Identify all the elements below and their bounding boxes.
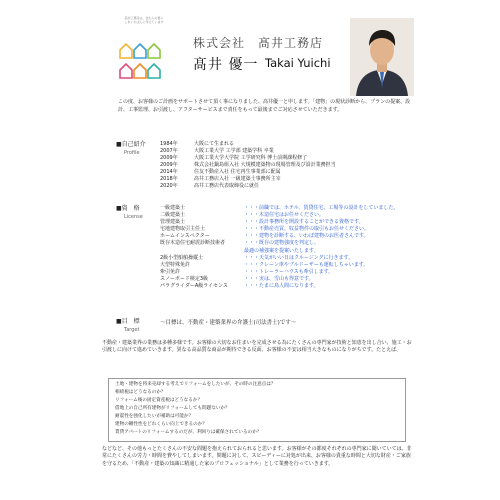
license-name: 一級建築士: [160, 205, 186, 211]
license-row: [160, 255, 398, 262]
concern-item: 相続税はどうなるのか？: [115, 390, 166, 395]
concern-item: リフォーム後の固定資産税はどうなるか？: [115, 398, 203, 403]
license-name: 既存木造住宅耐震診断技術者: [160, 240, 226, 247]
license-name: [160, 248, 244, 255]
body-paragraph-1: 不動産・建築業界の業務は多種多様です。お客様の大切なお住まいを完成させる為にたくさんの専門家が技術と知恵を出し合い、施工・お引渡しに向けて進めていきます。異なる高品質な商品が期待できる反面、お客様の不安は相当大きなものになりがちです。たとえば、: [102, 340, 412, 354]
profile-row: [160, 183, 336, 190]
profile-year: 2014年: [160, 169, 178, 175]
house-logo-icon: [118, 40, 164, 82]
profile-section-label: [116, 141, 146, 157]
license-description: ・・・設計事務所を開設することができる資格です。: [244, 219, 364, 226]
intro-text: この度、お客様のご計画をサポートさせて頂く事になりました、髙井優一と申します。「建物」の現状診断から、プランの提案、設計、工事監理、お引渡し、アフターサービスまで責任をもって最後までご対応させていただきます。: [118, 99, 411, 113]
license-description: ・・・天気がいい日はクルージングに行きます。: [244, 254, 354, 261]
profile-event: 大阪工業大学大学院 工学研究科 博士前期課程修了: [194, 155, 308, 161]
profile-event: 大阪工業大学 工学部 建築学科 卒業: [194, 148, 274, 154]
profile-row: [160, 169, 336, 176]
profile-event: 大阪にて生まれる: [194, 141, 235, 147]
license-description: ・・・実は、雪山も得意です。: [244, 275, 314, 282]
profile-label: ■自己紹介: [116, 141, 146, 148]
license-name: 二級建築士: [160, 212, 186, 219]
concern-item: 建物の剛性性をどれくらい向上できるのか？: [115, 422, 207, 427]
target-label-en: Target: [124, 327, 140, 333]
concerns-box: [108, 378, 406, 442]
profile-year: 2007年: [160, 148, 178, 154]
concern-item: 土地・建物を将来売却する考えでリフォームをしたいが、その時の注意点は？: [115, 382, 276, 387]
license-name: ホームインスペクター: [160, 233, 210, 240]
profile-year: 2020年: [160, 183, 178, 189]
license-description: ・・・不動産売買、収益物件の取引もお任せください。: [244, 226, 370, 233]
license-description: ・・・建物を診断する、いわば建物のお医者さんです。: [244, 233, 369, 240]
license-row: [160, 276, 398, 283]
license-name: 牽引免許: [160, 268, 181, 275]
license-row: [160, 283, 398, 290]
license-row: [160, 269, 398, 276]
license-row: [160, 240, 398, 247]
portrait-photo: [350, 18, 414, 96]
license-label: ■資 格: [116, 205, 140, 212]
license-name: スノーボード検定3級: [160, 275, 209, 282]
profile-year: 2009年: [160, 155, 178, 161]
profile-year: 2009年: [160, 162, 178, 168]
person-name-en: Takai Yuichi: [265, 56, 331, 70]
target-label: ■目 標: [116, 318, 140, 325]
profile-year: 2018年: [160, 176, 178, 182]
profile-row: [160, 141, 336, 148]
profile-event: 髙井工務店入社 一級建築士事務所主宰: [194, 176, 281, 182]
profile-row: [160, 176, 336, 183]
profile-label-en: Profile: [124, 150, 140, 156]
profile-event: 住友不動産入社 住宅再生事業部に配属: [194, 169, 281, 175]
profile-row: [160, 155, 336, 162]
license-label-en: License: [124, 214, 143, 220]
license-name: パラグライダーA級ライセンス: [160, 283, 228, 290]
license-name: 2級小型船舶操縦士: [160, 254, 204, 261]
profile-event: 株式会社鍋島組入社 大規模建築物の現場管理及び設計業務担当: [194, 162, 336, 168]
company-logo: [118, 14, 162, 84]
person-name-jp: 髙井 優一: [193, 57, 259, 73]
profile-year: 1984年: [160, 141, 178, 147]
license-name: 宅地建物取引主任士: [160, 226, 206, 233]
license-list: [160, 205, 398, 290]
concern-item: 耐震性を強化したいが補助は可能か？: [115, 414, 194, 419]
license-description: ・・・既存の建物強度を判定し、: [244, 240, 320, 247]
concern-item: 賃貸アパートのリフォームするのだが、利回りは確保されているのか？: [115, 430, 262, 435]
profile-row: [160, 162, 336, 169]
license-name: 大型特殊免許: [160, 261, 191, 268]
profile-event: 髙井工務店代表取締役に就任: [194, 183, 260, 189]
license-description: 最適の補強案を提案いたします。: [244, 247, 319, 254]
target-text: ～目標は、不動産・建築業界の弁護士(司法書士)です～: [160, 320, 297, 326]
license-description: ・・・クレーン車やブルドーザーも運転しちゃいます。: [244, 261, 369, 268]
license-description: ・・・前職では、ホテル、賃貸住宅、工場等の設計をしていました。: [244, 205, 399, 211]
license-description: ・・・木造住宅はお任せください。: [244, 212, 325, 219]
license-name: 管理建築士: [160, 219, 186, 226]
license-description: ・・・トレーラーハウスも牽引します。: [244, 268, 334, 275]
target-section-label: [116, 318, 140, 334]
license-row: [160, 248, 398, 255]
profile-row: [160, 148, 336, 155]
license-description: ・・・たまに鳥人間になります。: [244, 283, 319, 290]
concern-item: 借地上の自己所有建物がリフォームしても問題ないか？: [115, 406, 230, 411]
body-paragraph-2: などなど、その他もっとたくさんの不安な問題を抱えられておられると思います。お客様がその都度それぞれの専門家に聞いていては、非常にたくさんの労力・時間を費やしてしまいます。問題に対して、スピーディーに対処が出来、お客様の貴重な時間と大切な財産・ご家族を守るため、「不動産・建築の知識に精通した家のプロフェッショナル」として業務を行っていきます。: [102, 446, 412, 467]
license-row: [160, 262, 398, 269]
logo-tagline: 高井工務店は、住む人の暮らしをいちばんに考えています: [124, 16, 164, 24]
profile-timeline: [160, 141, 336, 190]
license-section-label: [116, 205, 143, 221]
company-name: 株式会社 髙井工務店: [193, 36, 324, 50]
